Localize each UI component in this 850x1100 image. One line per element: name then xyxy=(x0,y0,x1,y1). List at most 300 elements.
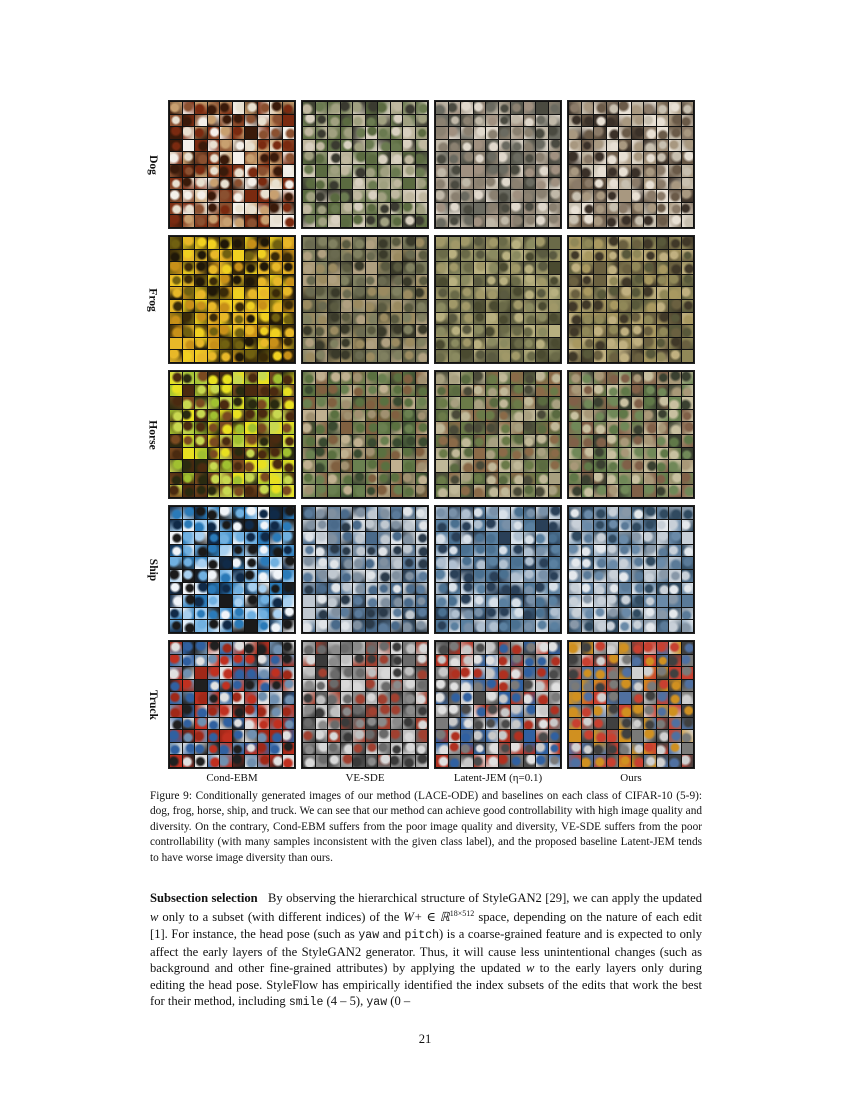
sample-image xyxy=(403,422,415,434)
sample-image xyxy=(416,385,428,397)
sample-image xyxy=(511,473,523,485)
sample-image xyxy=(183,300,195,312)
sample-image xyxy=(461,338,473,350)
sample-image xyxy=(657,667,669,679)
sample-image xyxy=(436,755,448,767)
sample-image xyxy=(657,115,669,127)
sample-image xyxy=(208,473,220,485)
sample-image xyxy=(366,262,378,274)
sample-image xyxy=(283,410,295,422)
sample-image xyxy=(416,350,428,362)
sample-panel-truck-2 xyxy=(301,640,429,769)
sample-image xyxy=(669,422,681,434)
sample-image xyxy=(391,275,403,287)
sample-image xyxy=(283,473,295,485)
sample-image xyxy=(669,460,681,472)
sample-image xyxy=(270,215,282,227)
sample-image xyxy=(511,275,523,287)
sample-image xyxy=(391,608,403,620)
sample-image xyxy=(474,102,486,114)
sample-image xyxy=(283,287,295,299)
sample-image xyxy=(208,127,220,139)
sample-image xyxy=(208,190,220,202)
sample-image xyxy=(594,215,606,227)
sample-image xyxy=(341,397,353,409)
sample-image xyxy=(644,595,656,607)
sample-image xyxy=(183,422,195,434)
sample-image xyxy=(353,300,365,312)
sample-image xyxy=(449,583,461,595)
sample-image xyxy=(258,422,270,434)
sample-image xyxy=(461,667,473,679)
sample-image xyxy=(474,397,486,409)
sample-image xyxy=(233,692,245,704)
sample-image xyxy=(549,620,561,632)
sample-image xyxy=(258,102,270,114)
sample-image xyxy=(170,692,182,704)
sample-image xyxy=(416,178,428,190)
sample-panel-truck-3 xyxy=(434,640,562,769)
sample-image xyxy=(657,583,669,595)
sample-image xyxy=(486,190,498,202)
sample-image xyxy=(416,570,428,582)
sample-image xyxy=(436,730,448,742)
sample-image xyxy=(436,165,448,177)
sample-image xyxy=(594,250,606,262)
paragraph-text: to the early layers only during editing the head pose. StyleFlow has empirically identified the index subsets of the edits that work the best for their method, including xyxy=(150,961,702,1008)
paragraph-text: only to a subset (with different indices) of the xyxy=(158,910,404,925)
sample-image xyxy=(328,215,340,227)
sample-image xyxy=(536,203,548,215)
sample-image xyxy=(183,545,195,557)
sample-image xyxy=(657,127,669,139)
sample-image xyxy=(303,237,315,249)
sample-image xyxy=(378,237,390,249)
sample-image xyxy=(303,397,315,409)
sample-image xyxy=(499,545,511,557)
sample-image xyxy=(353,250,365,262)
sample-image xyxy=(449,237,461,249)
sample-image xyxy=(258,215,270,227)
sample-image xyxy=(303,127,315,139)
sample-image xyxy=(270,350,282,362)
sample-image xyxy=(316,325,328,337)
sample-image xyxy=(328,262,340,274)
sample-image xyxy=(220,718,232,730)
sample-image xyxy=(233,520,245,532)
sample-image xyxy=(682,620,694,632)
sample-image xyxy=(549,422,561,434)
sample-image xyxy=(511,755,523,767)
sample-image xyxy=(657,190,669,202)
sample-image xyxy=(619,215,631,227)
sample-image xyxy=(619,385,631,397)
sample-image xyxy=(682,655,694,667)
sample-image xyxy=(328,718,340,730)
sample-image xyxy=(258,730,270,742)
sample-image xyxy=(511,385,523,397)
sample-image xyxy=(258,203,270,215)
sample-image xyxy=(366,473,378,485)
sample-image xyxy=(499,595,511,607)
sample-image xyxy=(328,152,340,164)
sample-image xyxy=(619,730,631,742)
sample-image xyxy=(416,140,428,152)
sample-image xyxy=(283,718,295,730)
sample-image xyxy=(378,250,390,262)
sample-image xyxy=(183,203,195,215)
sample-image xyxy=(499,275,511,287)
sample-image xyxy=(170,338,182,350)
sample-image xyxy=(582,692,594,704)
sample-image xyxy=(644,325,656,337)
sample-image xyxy=(303,642,315,654)
sample-image xyxy=(619,397,631,409)
sample-image xyxy=(233,385,245,397)
sample-image xyxy=(474,583,486,595)
sample-image xyxy=(303,532,315,544)
sample-image xyxy=(619,705,631,717)
sample-image xyxy=(669,718,681,730)
sample-image xyxy=(436,397,448,409)
sample-image xyxy=(233,620,245,632)
sample-image xyxy=(682,730,694,742)
sample-image xyxy=(183,178,195,190)
sample-image xyxy=(682,520,694,532)
sample-image xyxy=(536,570,548,582)
sample-image xyxy=(208,680,220,692)
sample-image xyxy=(436,338,448,350)
sample-image xyxy=(657,532,669,544)
sample-image xyxy=(353,655,365,667)
sample-image xyxy=(303,215,315,227)
sample-image xyxy=(220,680,232,692)
sample-image xyxy=(524,287,536,299)
sample-image xyxy=(195,583,207,595)
sample-image xyxy=(183,397,195,409)
sample-image xyxy=(657,275,669,287)
sample-image xyxy=(449,718,461,730)
sample-image xyxy=(669,250,681,262)
sample-image xyxy=(283,743,295,755)
sample-image xyxy=(486,595,498,607)
sample-image xyxy=(270,435,282,447)
sample-image xyxy=(619,325,631,337)
sample-image xyxy=(669,692,681,704)
sample-image xyxy=(391,313,403,325)
sample-image xyxy=(270,203,282,215)
sample-image xyxy=(195,743,207,755)
sample-image xyxy=(436,422,448,434)
sample-image xyxy=(208,250,220,262)
sample-image xyxy=(208,705,220,717)
sample-image xyxy=(549,140,561,152)
sample-image xyxy=(220,178,232,190)
sample-image xyxy=(499,667,511,679)
sample-image xyxy=(366,385,378,397)
sample-image xyxy=(258,485,270,497)
sample-image xyxy=(449,667,461,679)
sample-image xyxy=(416,102,428,114)
sample-image xyxy=(183,313,195,325)
sample-image xyxy=(170,287,182,299)
sample-image xyxy=(233,102,245,114)
math-superscript: 18×512 xyxy=(449,909,475,919)
sample-image xyxy=(644,620,656,632)
sample-image xyxy=(536,448,548,460)
sample-image xyxy=(536,557,548,569)
sample-image xyxy=(403,325,415,337)
sample-image xyxy=(657,460,669,472)
sample-image xyxy=(341,152,353,164)
sample-image xyxy=(461,620,473,632)
sample-image xyxy=(416,410,428,422)
subsection-heading: Subsection selection xyxy=(150,891,258,905)
sample-image xyxy=(474,325,486,337)
sample-image xyxy=(619,287,631,299)
sample-image xyxy=(644,152,656,164)
sample-image xyxy=(353,608,365,620)
sample-image xyxy=(270,667,282,679)
sample-image xyxy=(378,435,390,447)
sample-image xyxy=(524,325,536,337)
sample-image xyxy=(549,692,561,704)
sample-image xyxy=(170,250,182,262)
sample-image xyxy=(220,608,232,620)
sample-image xyxy=(366,372,378,384)
sample-image xyxy=(245,140,257,152)
sample-image xyxy=(524,680,536,692)
sample-image xyxy=(644,338,656,350)
sample-image xyxy=(461,422,473,434)
sample-image xyxy=(270,165,282,177)
sample-image xyxy=(316,570,328,582)
sample-image xyxy=(669,743,681,755)
sample-image xyxy=(270,520,282,532)
sample-image xyxy=(328,372,340,384)
sample-image xyxy=(341,583,353,595)
sample-image xyxy=(486,667,498,679)
sample-image xyxy=(449,520,461,532)
sample-image xyxy=(328,275,340,287)
sample-image xyxy=(524,545,536,557)
sample-image xyxy=(341,262,353,274)
sample-image xyxy=(183,692,195,704)
sample-image xyxy=(644,570,656,582)
sample-image xyxy=(303,448,315,460)
sample-image xyxy=(183,620,195,632)
sample-image xyxy=(366,545,378,557)
sample-image xyxy=(632,385,644,397)
sample-image xyxy=(233,557,245,569)
sample-image xyxy=(669,178,681,190)
sample-image xyxy=(632,397,644,409)
sample-image xyxy=(682,667,694,679)
sample-panel-frog-1 xyxy=(168,235,296,364)
sample-image xyxy=(233,667,245,679)
sample-image xyxy=(341,325,353,337)
sample-image xyxy=(245,730,257,742)
sample-image xyxy=(524,435,536,447)
sample-image xyxy=(582,385,594,397)
sample-image xyxy=(449,203,461,215)
sample-image xyxy=(328,287,340,299)
sample-image xyxy=(283,705,295,717)
sample-image xyxy=(195,422,207,434)
sample-image xyxy=(233,203,245,215)
sample-image xyxy=(316,127,328,139)
sample-image xyxy=(366,313,378,325)
sample-image xyxy=(511,250,523,262)
sample-image xyxy=(170,152,182,164)
sample-image xyxy=(474,287,486,299)
sample-image xyxy=(258,743,270,755)
sample-image xyxy=(258,178,270,190)
sample-panel-ship-4 xyxy=(567,505,695,634)
sample-image xyxy=(657,325,669,337)
sample-image xyxy=(416,275,428,287)
sample-image xyxy=(258,692,270,704)
sample-image xyxy=(341,127,353,139)
sample-image xyxy=(341,338,353,350)
sample-image xyxy=(536,275,548,287)
sample-image xyxy=(233,485,245,497)
sample-image xyxy=(353,115,365,127)
sample-image xyxy=(378,642,390,654)
sample-image xyxy=(524,102,536,114)
sample-image xyxy=(258,237,270,249)
sample-image xyxy=(170,557,182,569)
sample-image xyxy=(486,532,498,544)
sample-image xyxy=(208,422,220,434)
sample-image xyxy=(170,372,182,384)
sample-image xyxy=(258,557,270,569)
sample-image xyxy=(183,595,195,607)
sample-image xyxy=(549,718,561,730)
sample-image xyxy=(607,642,619,654)
sample-image xyxy=(499,115,511,127)
sample-image xyxy=(391,165,403,177)
sample-image xyxy=(316,608,328,620)
sample-image xyxy=(195,165,207,177)
sample-image xyxy=(416,237,428,249)
sample-image xyxy=(353,692,365,704)
sample-image xyxy=(391,102,403,114)
sample-image xyxy=(220,520,232,532)
sample-image xyxy=(303,250,315,262)
sample-image xyxy=(328,473,340,485)
sample-image xyxy=(682,372,694,384)
sample-image xyxy=(316,532,328,544)
sample-image xyxy=(486,372,498,384)
sample-image xyxy=(461,583,473,595)
sample-image xyxy=(316,215,328,227)
sample-image xyxy=(644,718,656,730)
sample-image xyxy=(524,608,536,620)
sample-image xyxy=(524,642,536,654)
sample-image xyxy=(170,313,182,325)
sample-image xyxy=(233,350,245,362)
sample-image xyxy=(328,237,340,249)
sample-image xyxy=(607,422,619,434)
sample-image xyxy=(183,325,195,337)
sample-image xyxy=(594,545,606,557)
sample-image xyxy=(366,532,378,544)
sample-image xyxy=(208,385,220,397)
sample-image xyxy=(220,397,232,409)
sample-image xyxy=(644,507,656,519)
sample-image xyxy=(436,667,448,679)
sample-image xyxy=(233,608,245,620)
sample-image xyxy=(270,287,282,299)
sample-image xyxy=(378,140,390,152)
sample-image xyxy=(449,372,461,384)
sample-image xyxy=(436,608,448,620)
sample-image xyxy=(486,680,498,692)
sample-image xyxy=(582,730,594,742)
sample-image xyxy=(474,203,486,215)
sample-image xyxy=(549,275,561,287)
sample-image xyxy=(366,115,378,127)
sample-image xyxy=(391,140,403,152)
sample-image xyxy=(582,485,594,497)
sample-image xyxy=(341,372,353,384)
sample-image xyxy=(582,178,594,190)
sample-image xyxy=(208,115,220,127)
sample-image xyxy=(208,583,220,595)
sample-image xyxy=(619,190,631,202)
sample-image xyxy=(220,115,232,127)
sample-image xyxy=(378,397,390,409)
sample-image xyxy=(594,642,606,654)
sample-panel-dog-4 xyxy=(567,100,695,229)
sample-image xyxy=(233,755,245,767)
sample-image xyxy=(669,203,681,215)
sample-image xyxy=(461,350,473,362)
sample-image xyxy=(569,102,581,114)
sample-image xyxy=(258,507,270,519)
sample-image xyxy=(644,350,656,362)
sample-image xyxy=(183,755,195,767)
sample-image xyxy=(449,460,461,472)
sample-image xyxy=(378,692,390,704)
sample-image xyxy=(449,507,461,519)
sample-image xyxy=(170,620,182,632)
sample-image xyxy=(391,300,403,312)
sample-image xyxy=(436,642,448,654)
sample-image xyxy=(245,300,257,312)
sample-image xyxy=(486,350,498,362)
sample-image xyxy=(195,667,207,679)
sample-image xyxy=(258,115,270,127)
sample-image xyxy=(511,583,523,595)
sample-image xyxy=(632,287,644,299)
sample-image xyxy=(270,397,282,409)
sample-image xyxy=(258,595,270,607)
sample-image xyxy=(353,215,365,227)
sample-image xyxy=(644,520,656,532)
sample-image xyxy=(270,460,282,472)
sample-image xyxy=(682,262,694,274)
code-smile: smile xyxy=(288,995,324,1009)
sample-image xyxy=(283,545,295,557)
sample-image xyxy=(245,570,257,582)
sample-image xyxy=(549,435,561,447)
sample-image xyxy=(303,595,315,607)
sample-image xyxy=(461,178,473,190)
sample-image xyxy=(449,595,461,607)
sample-image xyxy=(366,287,378,299)
